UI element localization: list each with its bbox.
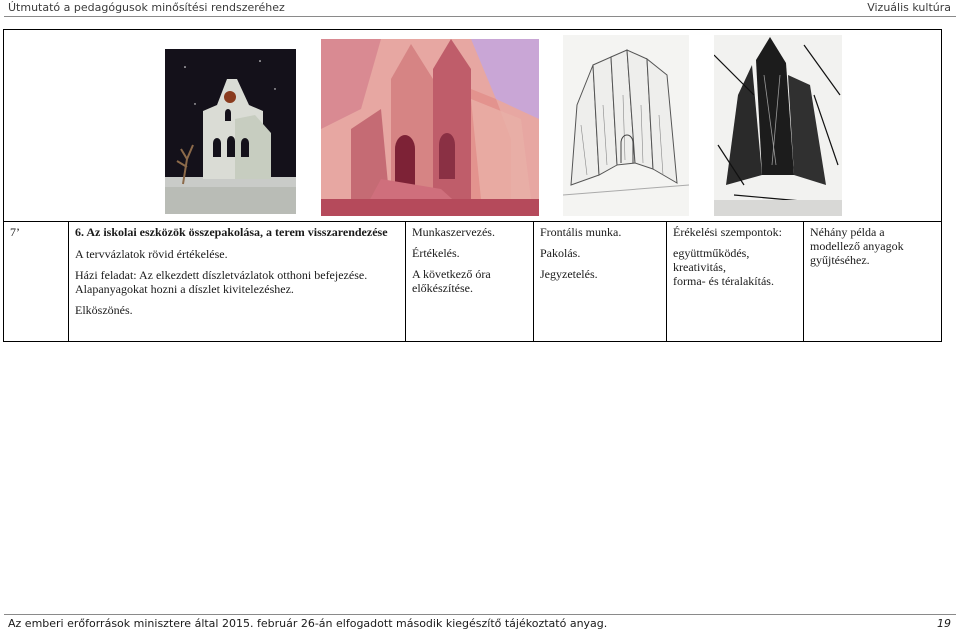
time-cell [4, 222, 69, 342]
header-rule [4, 16, 956, 17]
page-footer [0, 612, 960, 630]
evaluation-line: együttműködés, [673, 246, 750, 260]
activity-paragraph: A tervvázlatok rövid értékelése. [75, 247, 228, 261]
lesson-plan-table [3, 221, 942, 342]
activity-paragraph: Elköszönés. [75, 303, 133, 317]
pencil-cathedral-sketch-image [563, 35, 689, 216]
evaluation-cell [667, 222, 804, 342]
organization-item: Értékelés. [412, 246, 460, 260]
organization-item: A következő óra előkészítése. [412, 267, 491, 295]
header-subject: Vizuális kultúra [867, 1, 951, 14]
evaluation-line: forma- és téralakítás. [673, 274, 774, 288]
charcoal-cathedral-sketch-image [714, 35, 842, 216]
time-value: 7’ [10, 225, 20, 239]
footer-rule [4, 614, 956, 615]
footer-text: Az emberi erőforrások minisztere által 2015. február 26-án elfogadott második kiegészítő tájékoztató anyag. [8, 617, 608, 630]
evaluation-title: Érékelési szempontok: [673, 225, 782, 239]
evaluation-line: kreativitás, [673, 260, 726, 274]
pink-church-painting-image [321, 39, 539, 216]
organization-item: Munkaszervezés. [412, 225, 495, 239]
example-images-row [3, 29, 942, 222]
note-text: Néhány példa a modellező anyagok gyűjtéséhez. [810, 225, 904, 267]
activity-title: 6. Az iskolai eszközök összepakolása, a terem visszarendezése [75, 225, 388, 239]
work-form-item: Jegyzetelés. [540, 267, 598, 281]
note-cell [804, 222, 942, 342]
activity-paragraph: Házi feladat: Az elkezdett díszletvázlatok otthoni befejezése. Alapanyagokat hozni a díszlet kivitelezéshez. [75, 268, 368, 296]
page-header [0, 0, 960, 16]
work-form-item: Frontális munka. [540, 225, 622, 239]
work-form-item: Pakolás. [540, 246, 581, 260]
header-guide-title: Útmutató a pedagógusok minősítési rendszeréhez [8, 1, 285, 14]
work-forms-cell [534, 222, 667, 342]
night-ruin-collage-image [165, 49, 296, 214]
content-cell [69, 222, 406, 342]
organization-cell [406, 222, 534, 342]
page-number: 19 [937, 617, 951, 630]
table-row [4, 222, 942, 342]
